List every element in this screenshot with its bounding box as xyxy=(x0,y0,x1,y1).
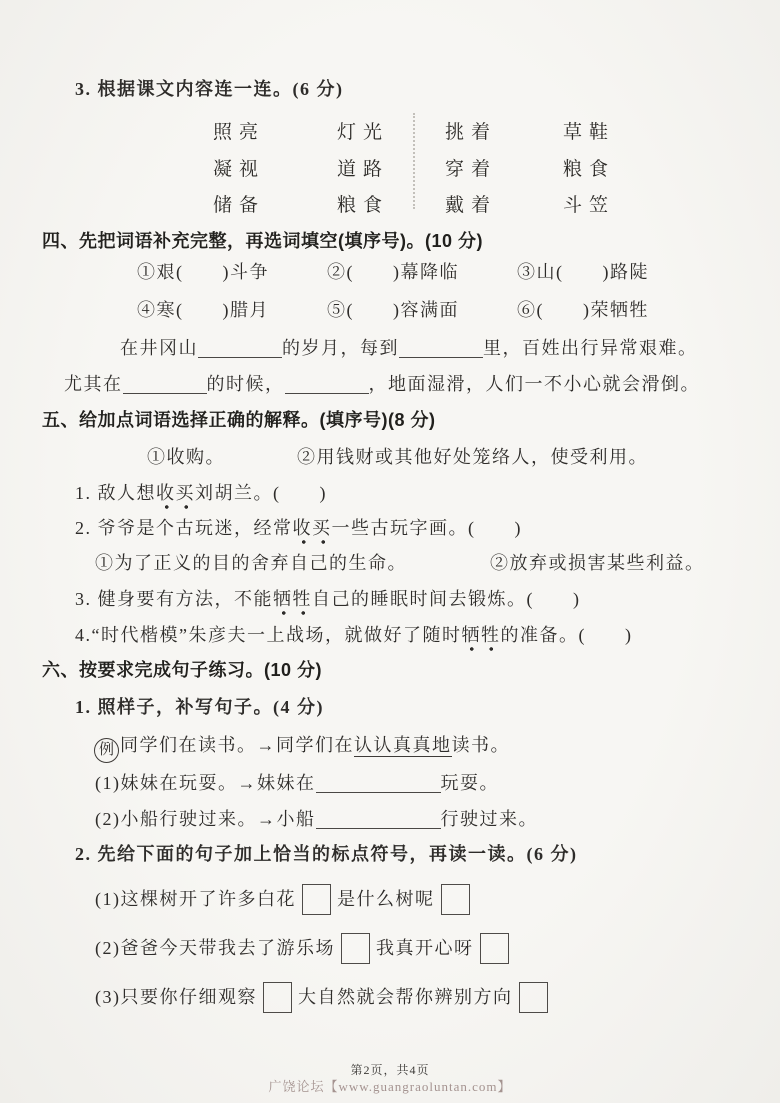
text-run: 4.“时代楷模”朱彦夫一上战场，就做好了随时 xyxy=(75,625,462,645)
text-run: 1. 敌人想 xyxy=(75,483,156,503)
text-run: ，地面湿滑，人们一不小心就会滑倒。 xyxy=(368,374,700,394)
text-run: 里，百姓出行异常艰难。 xyxy=(483,338,698,358)
match-column-2 xyxy=(337,115,389,225)
q5-definition-1a: ①收购。 xyxy=(147,447,225,467)
fill-blank xyxy=(123,380,207,394)
fill-blank xyxy=(198,344,282,358)
match-divider-line xyxy=(413,113,415,209)
match-column-1 xyxy=(213,115,265,225)
q6-example-sentence xyxy=(94,734,510,763)
emphasized-word: 牺牲 xyxy=(461,625,500,652)
q6-sub1-item-2 xyxy=(95,808,538,831)
text-run: 行驶过来。 xyxy=(440,809,538,829)
match-word: 粮食 xyxy=(563,158,616,180)
match-word: 粮食 xyxy=(337,195,390,216)
match-word: 草鞋 xyxy=(563,122,616,143)
emphasized-word: 收买 xyxy=(156,483,195,510)
q5-definition-1b: ②用钱财或其他好处笼络人，使受利用。 xyxy=(297,447,648,467)
punctuation-box xyxy=(480,933,509,964)
word-item-1: ①艰( )斗争 xyxy=(137,262,269,282)
text-run: (1)妹妹在玩耍。→妹妹在 xyxy=(95,773,316,793)
match-word: 灯光 xyxy=(337,122,390,143)
text-run: 读书。 xyxy=(451,735,510,755)
q5-item-3 xyxy=(75,588,581,611)
text-run: 的时候， xyxy=(206,374,285,394)
example-badge: 例 xyxy=(94,738,119,763)
text-run: (2)爸爸今天带我去了游乐场 xyxy=(95,938,335,958)
section-5-title: 五、给加点词语选择正确的解释。(填序号)(8 分) xyxy=(42,410,436,430)
q4-fill-sentence-1 xyxy=(120,337,698,360)
text-run: (1)这棵树开了许多白花 xyxy=(95,889,296,909)
text-run: 同学们在读书。→同学们在 xyxy=(120,735,354,755)
emphasized-word: 收买 xyxy=(293,518,332,545)
word-item-3: ③山( )路陡 xyxy=(517,262,649,282)
q6-sub1-title: 1. 照样子，补写句子。(4 分) xyxy=(75,697,324,717)
text-run: 自己的睡眠时间去锻炼。( ) xyxy=(312,589,581,609)
text-run: (2)小船行驶过来。→小船 xyxy=(95,809,316,829)
match-word: 储备 xyxy=(213,195,266,216)
q5-item-2 xyxy=(75,517,522,540)
q4-fill-sentence-2 xyxy=(64,373,700,396)
match-word: 道路 xyxy=(337,158,390,180)
word-item-6: ⑥( )荣牺牲 xyxy=(517,300,649,320)
q6-sub2-item-2 xyxy=(95,933,515,964)
q5-definition-2a: ①为了正义的目的舍弃自己的生命。 xyxy=(95,553,407,573)
word-item-5: ⑤( )容满面 xyxy=(327,300,459,320)
underlined-phrase: 认认真真地 xyxy=(354,735,452,755)
fill-blank xyxy=(285,380,369,394)
fill-blank xyxy=(316,779,441,793)
text-run: 2. 爷爷是个古玩迷，经常 xyxy=(75,518,293,538)
word-item-4: ④寒( )腊月 xyxy=(137,300,269,320)
q5-item-1 xyxy=(75,482,327,505)
watermark-site-link: 广饶论坛【www.guangraoluntan.com】 xyxy=(268,1079,512,1094)
text-run: 刘胡兰。( ) xyxy=(195,483,327,503)
match-word: 斗笠 xyxy=(563,195,616,216)
text-run: 一些古玩字画。( ) xyxy=(331,518,522,538)
text-run: (3)只要你仔细观察 xyxy=(95,987,257,1007)
text-run: 我真开心呀 xyxy=(376,938,474,958)
emphasized-word: 牺牲 xyxy=(273,589,312,616)
punctuation-box xyxy=(341,933,370,964)
match-word: 照亮 xyxy=(213,122,266,143)
q5-item-4 xyxy=(75,624,632,647)
text-run: 尤其在 xyxy=(64,374,123,394)
q6-sub1-item-1 xyxy=(95,772,499,795)
text-run: 在井冈山 xyxy=(120,338,198,358)
match-word: 挑着 xyxy=(445,122,498,143)
match-column-3 xyxy=(445,115,497,225)
text-run: 的岁月，每到 xyxy=(282,338,399,358)
text-run: 的准备。( ) xyxy=(500,625,633,645)
punctuation-box xyxy=(441,884,470,915)
fill-blank xyxy=(316,815,441,829)
text-run: 玩耍。 xyxy=(440,773,499,793)
text-run: 是什么树呢 xyxy=(337,889,435,909)
fill-blank xyxy=(399,344,483,358)
match-word: 凝视 xyxy=(213,158,266,180)
q5-definition-2b: ②放弃或损害某些利益。 xyxy=(490,553,705,573)
match-word: 穿着 xyxy=(445,158,498,180)
punctuation-box xyxy=(263,982,292,1013)
question-3-title: 3. 根据课文内容连一连。(6 分) xyxy=(75,79,344,99)
q6-sub2-item-1 xyxy=(95,884,476,915)
q6-sub2-item-3 xyxy=(95,982,554,1013)
page-number: 第2页，共4页 xyxy=(350,1063,430,1077)
punctuation-box xyxy=(302,884,331,915)
match-column-4 xyxy=(563,115,615,225)
word-item-2: ②( )幕降临 xyxy=(327,262,459,282)
text-run: 3. 健身要有方法，不能 xyxy=(75,589,273,609)
section-6-title: 六、按要求完成句子练习。(10 分) xyxy=(42,660,323,680)
match-word: 戴着 xyxy=(445,195,498,216)
q6-sub2-title: 2. 先给下面的句子加上恰当的标点符号，再读一读。(6 分) xyxy=(75,844,578,864)
text-run: 大自然就会帮你辨别方向 xyxy=(298,987,513,1007)
punctuation-box xyxy=(519,982,548,1013)
section-4-title: 四、先把词语补充完整，再选词填空(填序号)。(10 分) xyxy=(42,231,483,251)
